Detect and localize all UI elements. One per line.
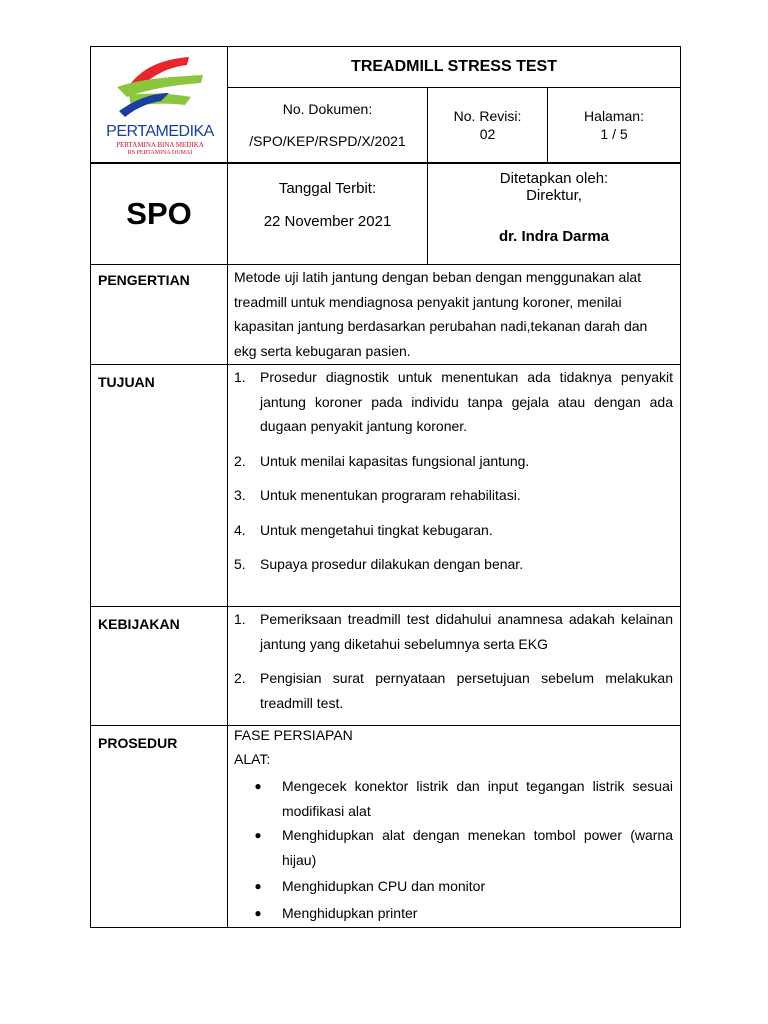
fase-heading: FASE PERSIAPAN bbox=[234, 727, 353, 743]
bullet-icon: ● bbox=[254, 879, 262, 893]
halaman-value: 1 / 5 bbox=[600, 126, 628, 142]
item-text: Menghidupkan printer bbox=[282, 904, 418, 921]
bullet-icon: ● bbox=[254, 905, 262, 920]
list-item bbox=[234, 518, 673, 543]
spo-table bbox=[90, 163, 681, 265]
item-text: Untuk menentukan prograram rehabilitasi. bbox=[260, 487, 521, 503]
tanggal-value: 22 November 2021 bbox=[263, 213, 392, 230]
list-item bbox=[234, 607, 673, 656]
pengertian-label: PENGERTIAN bbox=[91, 265, 228, 365]
pengertian-text: Metode uji latih jantung dengan beban dengan menggunakan alat treadmill untuk mendiagnosa penyakit jantung koroner, menilai kapasitan jantung berdasarkan perubahan nadi,tekanan darah dan ekg serta kebugaran pasien. bbox=[228, 265, 681, 365]
item-text: Menghidupkan CPU dan monitor bbox=[282, 878, 486, 894]
item-text: Supaya prosedur dilakukan dengan benar. bbox=[260, 556, 524, 572]
kebijakan-row bbox=[91, 607, 681, 726]
item-text: Untuk mengetahui tingkat kebugaran. bbox=[260, 521, 493, 538]
tanggal-label: Tanggal Terbit: bbox=[278, 180, 377, 197]
kebijakan-label: KEBIJAKAN bbox=[91, 607, 228, 726]
item-number: 1. bbox=[234, 611, 246, 627]
item-number: 2. bbox=[234, 452, 246, 469]
bullet-icon: ● bbox=[254, 779, 262, 793]
no-revisi-value: 02 bbox=[479, 126, 496, 142]
item-text: Prosedur diagnostik untuk menentukan ada tidaknya penyakit jantung koroner pada individu tanpa gejala atau dengan ada dugaan penyakit jantung koroner. bbox=[260, 369, 673, 434]
no-dokumen-label: No. Dokumen: bbox=[282, 101, 373, 117]
bullet-icon: ● bbox=[254, 828, 262, 842]
halaman-label: Halaman: bbox=[584, 108, 644, 124]
list-item bbox=[234, 552, 673, 577]
no-dokumen-value: /SPO/KEP/RSPD/X/2021 bbox=[249, 133, 406, 149]
header-table bbox=[90, 46, 681, 163]
list-item bbox=[234, 774, 673, 823]
ditetapkan-name: dr. Indra Darma bbox=[498, 228, 610, 245]
tanggal-terbit-cell bbox=[228, 164, 428, 265]
item-text: Mengecek konektor listrik dan input tegangan listrik sesuai modifikasi alat bbox=[282, 778, 673, 819]
prosedur-row bbox=[91, 726, 681, 928]
spo-label: SPO bbox=[91, 164, 228, 265]
ditetapkan-cell bbox=[428, 164, 681, 265]
prosedur-label: PROSEDUR bbox=[91, 726, 228, 928]
ditetapkan-label: Ditetapkan oleh: bbox=[499, 170, 609, 187]
logo-sub1: PERTAMINA BINA MEDIKA bbox=[116, 141, 204, 149]
pertamedika-logo bbox=[91, 47, 227, 162]
logo-cell bbox=[91, 47, 228, 163]
logo-mark-icon bbox=[91, 53, 227, 125]
list-item bbox=[234, 449, 673, 474]
item-text: Pengisian surat pernyataan persetujuan sebelum melakukan treadmill test. bbox=[260, 670, 673, 711]
list-item bbox=[234, 874, 673, 899]
no-revisi-cell bbox=[428, 88, 548, 163]
alat-heading: ALAT: bbox=[234, 751, 271, 767]
item-number: 4. bbox=[234, 521, 246, 538]
tujuan-label: TUJUAN bbox=[91, 365, 228, 607]
logo-name: PERTAMEDIKA bbox=[106, 123, 214, 140]
tujuan-list bbox=[228, 365, 681, 607]
list-item bbox=[234, 365, 673, 439]
halaman-cell bbox=[548, 88, 681, 163]
item-text: Menghidupkan alat dengan menekan tombol power (warna hijau) bbox=[282, 827, 673, 868]
no-revisi-label: No. Revisi: bbox=[453, 108, 522, 124]
pengertian-row bbox=[91, 265, 681, 365]
item-number: 3. bbox=[234, 487, 246, 503]
no-dokumen-cell bbox=[228, 88, 428, 163]
list-item bbox=[234, 483, 673, 508]
prosedur-content bbox=[228, 726, 681, 928]
ditetapkan-role: Direktur, bbox=[526, 187, 582, 204]
content-table bbox=[90, 264, 681, 928]
item-number: 1. bbox=[234, 369, 246, 385]
tujuan-row bbox=[91, 365, 681, 607]
document-title: TREADMILL STRESS TEST bbox=[228, 47, 681, 88]
list-item bbox=[234, 823, 673, 872]
item-number: 5. bbox=[234, 556, 246, 572]
kebijakan-list bbox=[228, 607, 681, 726]
item-text: Pemeriksaan treadmill test didahului anamnesa adakah kelainan jantung yang diketahui sebelumnya serta EKG bbox=[260, 611, 673, 652]
list-item bbox=[234, 901, 673, 926]
item-number: 2. bbox=[234, 670, 246, 686]
list-item bbox=[234, 666, 673, 715]
item-text: Untuk menilai kapasitas fungsional jantung. bbox=[260, 452, 530, 469]
logo-sub2: RS PERTAMINA DUMAI bbox=[127, 150, 193, 156]
